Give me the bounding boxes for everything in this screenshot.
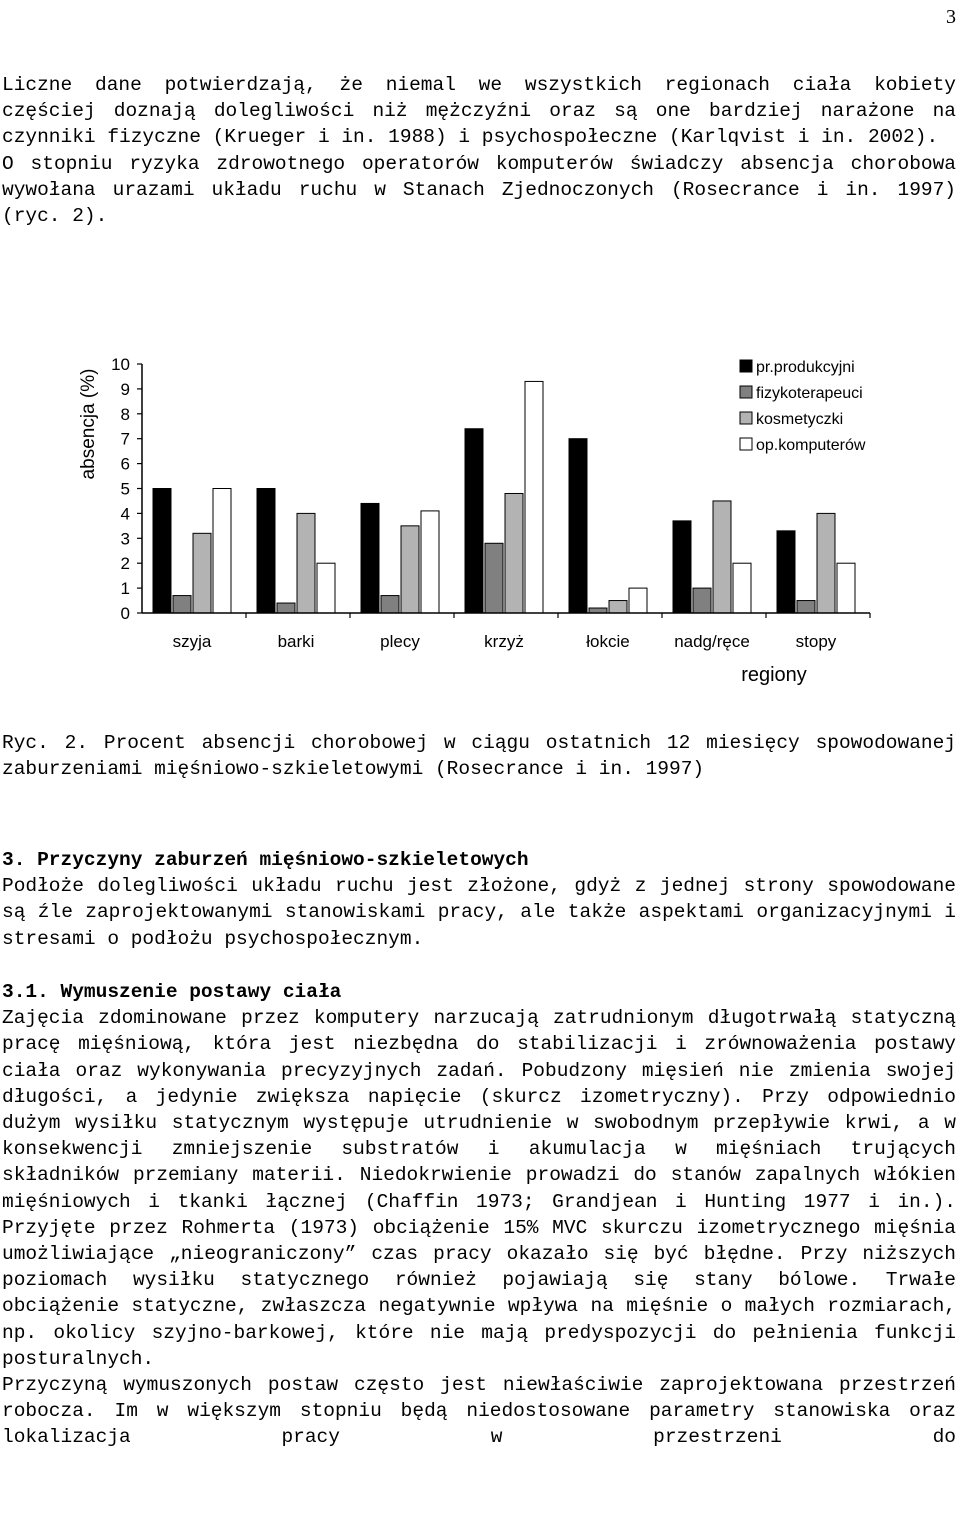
bar	[777, 531, 795, 613]
bar	[713, 501, 731, 613]
bar	[317, 563, 335, 613]
bar	[213, 489, 231, 614]
chart-svg	[46, 336, 880, 716]
bar	[153, 489, 171, 614]
y-tick-label: 6	[120, 454, 130, 474]
bar	[505, 493, 523, 613]
bar	[465, 429, 483, 613]
intro-paragraph-1: Liczne dane potwierdzają, że niemal we wszystkich regionach ciała kobiety częściej doznają dolegliwości niż mężczyźni oraz są one bardziej narażone na czynniki fizyczne (Krueger i in. 1988) i psychospołeczne (Karlqvist i in. 2002).	[2, 74, 956, 149]
figure-caption-block	[2, 730, 956, 782]
legend-swatch	[740, 438, 752, 450]
bar	[193, 533, 211, 613]
bar	[629, 588, 647, 613]
legend-label: op.komputerów	[756, 437, 866, 454]
y-axis	[111, 355, 142, 623]
bar	[673, 521, 691, 613]
section-3-1-paragraph-1: Zajęcia zdominowane przez komputery narzucają zatrudnionym długotrwałą statyczną pracę mięśniową, która jest niezbędna do stabilizacji i zrównoważenia postawy ciała oraz wykonywania precyzyjnych zadań. Pobudzony mięsień nie zmienia swojej długości, a jedynie zwiększa napięcie (skurcz izometryczny). Przy odpowiednio dużym wysiłku statycznym występuje utrudnienie w swobodnym przepływie krwi, a w konsekwencji zmniejszenie substratów i akumulacja w mięśniach trujących składników przemiany materii. Niedokrwienie prowadzi do stanów zapalnych włókien mięśniowych i tkanki łącznej (Chaffin 1973; Grandjean i Hunting 1977 i in.). Przyjęte przez Rohmerta (1973) obciążenie 15% MVC skurczu izometrycznego mięśnia umożliwiające „nieograniczony” czas pracy okazało się być błędne. Przy niższych poziomach wysiłku statycznego również pojawiają się stany bólowe. Trwałe obciążenie statyczne, zwłaszcza negatywnie wpływa na mięśnie o małych rozmiarach, np. okolicy szyjno-barkowej, które nie mają predyspozycji do pełnienia funkcji posturalnych.	[2, 1007, 956, 1370]
bar	[277, 603, 295, 613]
x-tick-label: nadg/ręce	[674, 632, 750, 651]
bar	[837, 563, 855, 613]
y-axis-title: absencja (%)	[78, 368, 99, 480]
section-3-1-heading: 3.1. Wymuszenie postawy ciała	[2, 981, 342, 1003]
bar	[361, 503, 379, 613]
legend	[740, 359, 866, 454]
bar	[693, 588, 711, 613]
section-3-1	[2, 979, 956, 1451]
bar	[421, 511, 439, 613]
y-tick-label: 4	[120, 504, 130, 524]
x-tick-label: szyja	[172, 632, 212, 651]
x-tick-label: stopy	[795, 632, 837, 651]
y-tick-label: 2	[120, 554, 130, 574]
page-number: 3	[946, 6, 956, 28]
section-3-heading: 3. Przyczyny zaburzeń mięśniowo-szkieletowych	[2, 849, 529, 871]
intro-text	[2, 72, 956, 229]
intro-paragraph-2: O stopniu ryzyka zdrowotnego operatorów komputerów świadczy absencja chorobowa wywołana urazami układu ruchu w Stanach Zjednoczonych (Rosecrance i in. 1997)(ryc. 2).	[2, 152, 956, 228]
x-tick-label: plecy	[380, 632, 420, 651]
bar	[257, 489, 275, 614]
bar	[797, 601, 815, 613]
section-3-text: Podłoże dolegliwości układu ruchu jest złożone, gdyż z jednej strony spowodowane są źle zaprojektowanymi stanowiskami pracy, ale także aspektami organizacyjnymi i stresami o podłożu psychospołecznym.	[2, 875, 956, 950]
bar	[817, 513, 835, 613]
section-3-1-paragraph-2: Przyczyną wymuszonych postaw często jest niewłaściwie zaprojektowana przestrzeń robocza. Im w większym stopniu będą niedostosowane parametry stanowiska oraz lokalizacja pracy w przestrzeni do	[2, 1374, 956, 1449]
bar	[733, 563, 751, 613]
y-tick-label: 0	[120, 604, 130, 623]
y-tick-label: 1	[120, 579, 130, 599]
bar	[609, 601, 627, 613]
bar	[173, 596, 191, 613]
x-axis-title: regiony	[741, 664, 807, 686]
y-tick-label: 10	[111, 355, 130, 374]
y-tick-label: 5	[120, 479, 130, 499]
figure-caption: Ryc. 2. Procent absencji chorobowej w ciągu ostatnich 12 miesięcy spowodowanej zaburzeniami mięśniowo-szkieletowymi (Rosecrance i in. 1997)	[2, 732, 956, 781]
legend-label: pr.produkcyjni	[756, 359, 855, 376]
y-tick-label: 9	[120, 379, 130, 399]
y-tick-label: 3	[120, 529, 130, 549]
bar	[525, 381, 543, 613]
x-axis	[142, 613, 870, 651]
bar	[569, 439, 587, 613]
legend-label: kosmetyczki	[756, 411, 844, 428]
absence-bar-chart	[46, 336, 880, 716]
x-tick-label: barki	[277, 632, 315, 651]
legend-label: fizykoterapeuci	[756, 385, 863, 402]
bar	[401, 526, 419, 613]
x-tick-label: łokcie	[586, 632, 630, 651]
section-3	[2, 847, 956, 952]
bar	[381, 596, 399, 613]
legend-swatch	[740, 386, 752, 398]
bar	[297, 513, 315, 613]
legend-swatch	[740, 412, 752, 424]
bar	[485, 543, 503, 613]
y-tick-label: 7	[120, 429, 130, 449]
y-tick-label: 8	[120, 404, 130, 424]
x-tick-label: krzyż	[484, 632, 524, 651]
legend-swatch	[740, 360, 752, 372]
